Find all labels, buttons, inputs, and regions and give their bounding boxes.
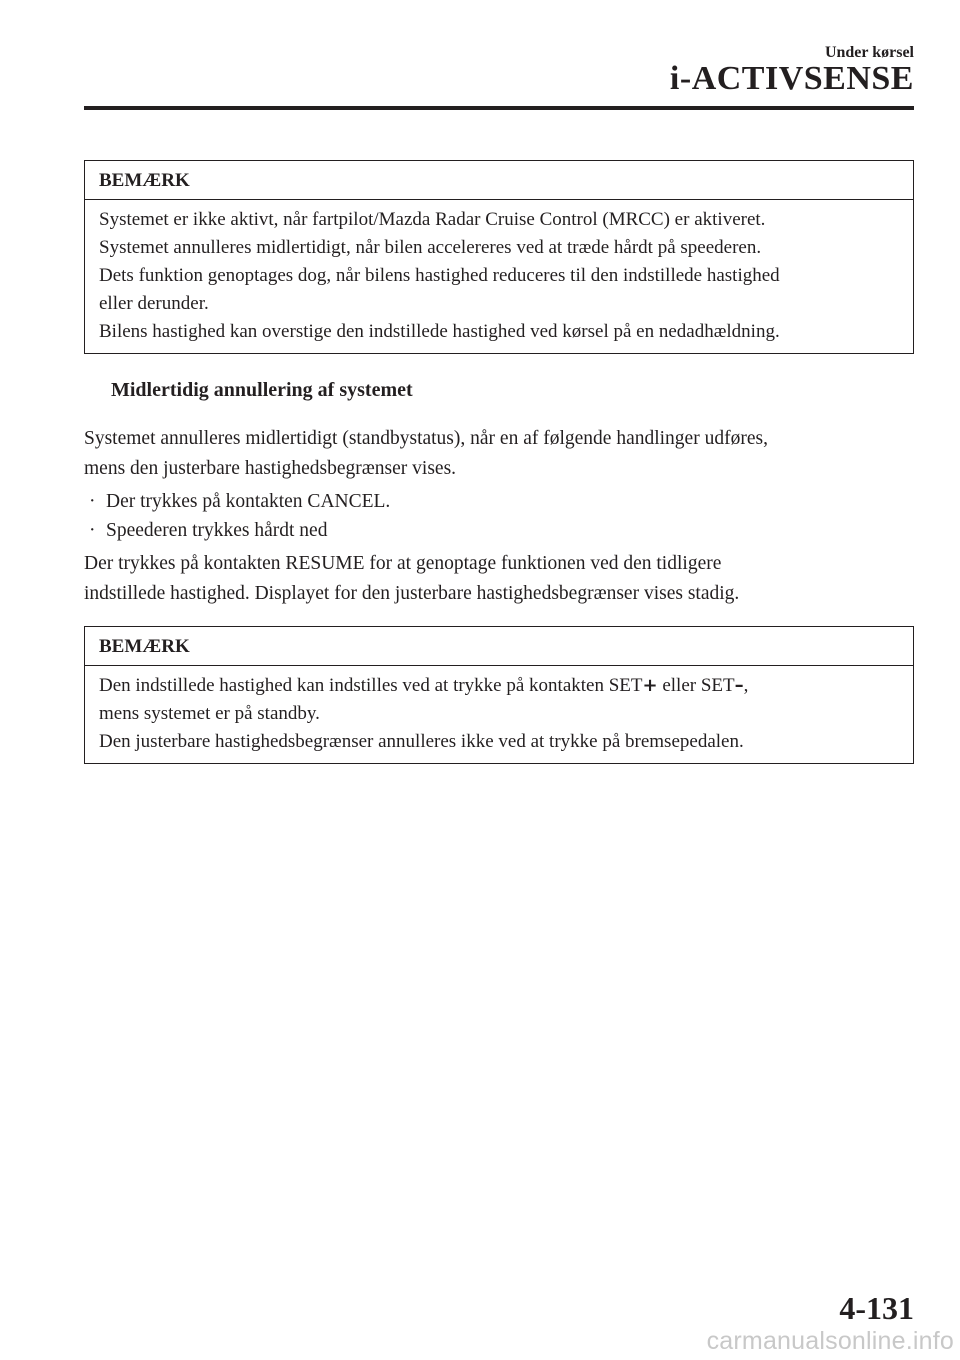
minus-icon: – (734, 675, 744, 696)
resume-paragraph (84, 549, 739, 609)
list-item-text: Der trykkes på kontakten CANCEL. (106, 491, 391, 512)
note-text: , (743, 675, 749, 696)
section-marker-icon (91, 386, 101, 396)
note-body (85, 200, 913, 353)
note-heading: BEMÆRK (85, 627, 913, 666)
note-line: Systemet er ikke aktivt, når fartpilot/Mazda Radar Cruise Control (MRCC) er aktiveret. (99, 209, 766, 230)
note-box-2 (84, 626, 914, 764)
page-number: 4-131 (839, 1290, 914, 1326)
intro-paragraph (84, 424, 768, 484)
note-text: Den indstillede hastighed kan indstilles ved at trykke på kontakten SET (99, 675, 643, 696)
plus-icon: + (642, 675, 658, 696)
paragraph-line: mens den justerbare hastighedsbegrænser vises. (84, 458, 457, 479)
note-line: mens systemet er på standby. (99, 703, 320, 724)
bullet-icon: · (89, 520, 96, 541)
note-body (85, 666, 913, 763)
note-line: Systemet annulleres midlertidigt, når bilen accelereres ved at træde hårdt på speederen. (99, 237, 762, 258)
note-line: eller derunder. (99, 293, 209, 314)
list-item (86, 516, 390, 545)
page-title: i-ACTIVSENSE (669, 60, 914, 97)
section-label: Under kørsel (824, 44, 914, 61)
bullet-icon: · (89, 491, 96, 512)
paragraph-line: Systemet annulleres midlertidigt (standbystatus), når en af følgende handlinger udføres, (84, 428, 768, 449)
note-line: Den justerbare hastighedsbegrænser annulleres ikke ved at trykke på bremsepedalen. (99, 731, 744, 752)
paragraph-line: Der trykkes på kontakten RESUME for at genoptage funktionen ved den tidligere (84, 553, 722, 574)
header-divider (84, 106, 914, 110)
paragraph-line: indstillede hastighed. Displayet for den justerbare hastighedsbegrænser vises stadig. (84, 583, 740, 604)
note-text: eller SET (657, 675, 735, 696)
note-line (99, 672, 899, 700)
section-heading: Midlertidig annullering af systemet (111, 379, 413, 401)
note-line: Dets funktion genoptages dog, når bilens hastighed reduceres til den indstillede hastighed (99, 265, 780, 286)
list-item (86, 487, 390, 516)
note-heading: BEMÆRK (85, 161, 913, 200)
note-line: Bilens hastighed kan overstige den indstillede hastighed ved kørsel på en nedadhældning. (99, 321, 780, 342)
watermark: carmanualsonline.info (706, 1327, 954, 1355)
action-list (86, 487, 390, 545)
note-box-1 (84, 160, 914, 354)
list-item-text: Speederen trykkes hårdt ned (106, 520, 328, 541)
